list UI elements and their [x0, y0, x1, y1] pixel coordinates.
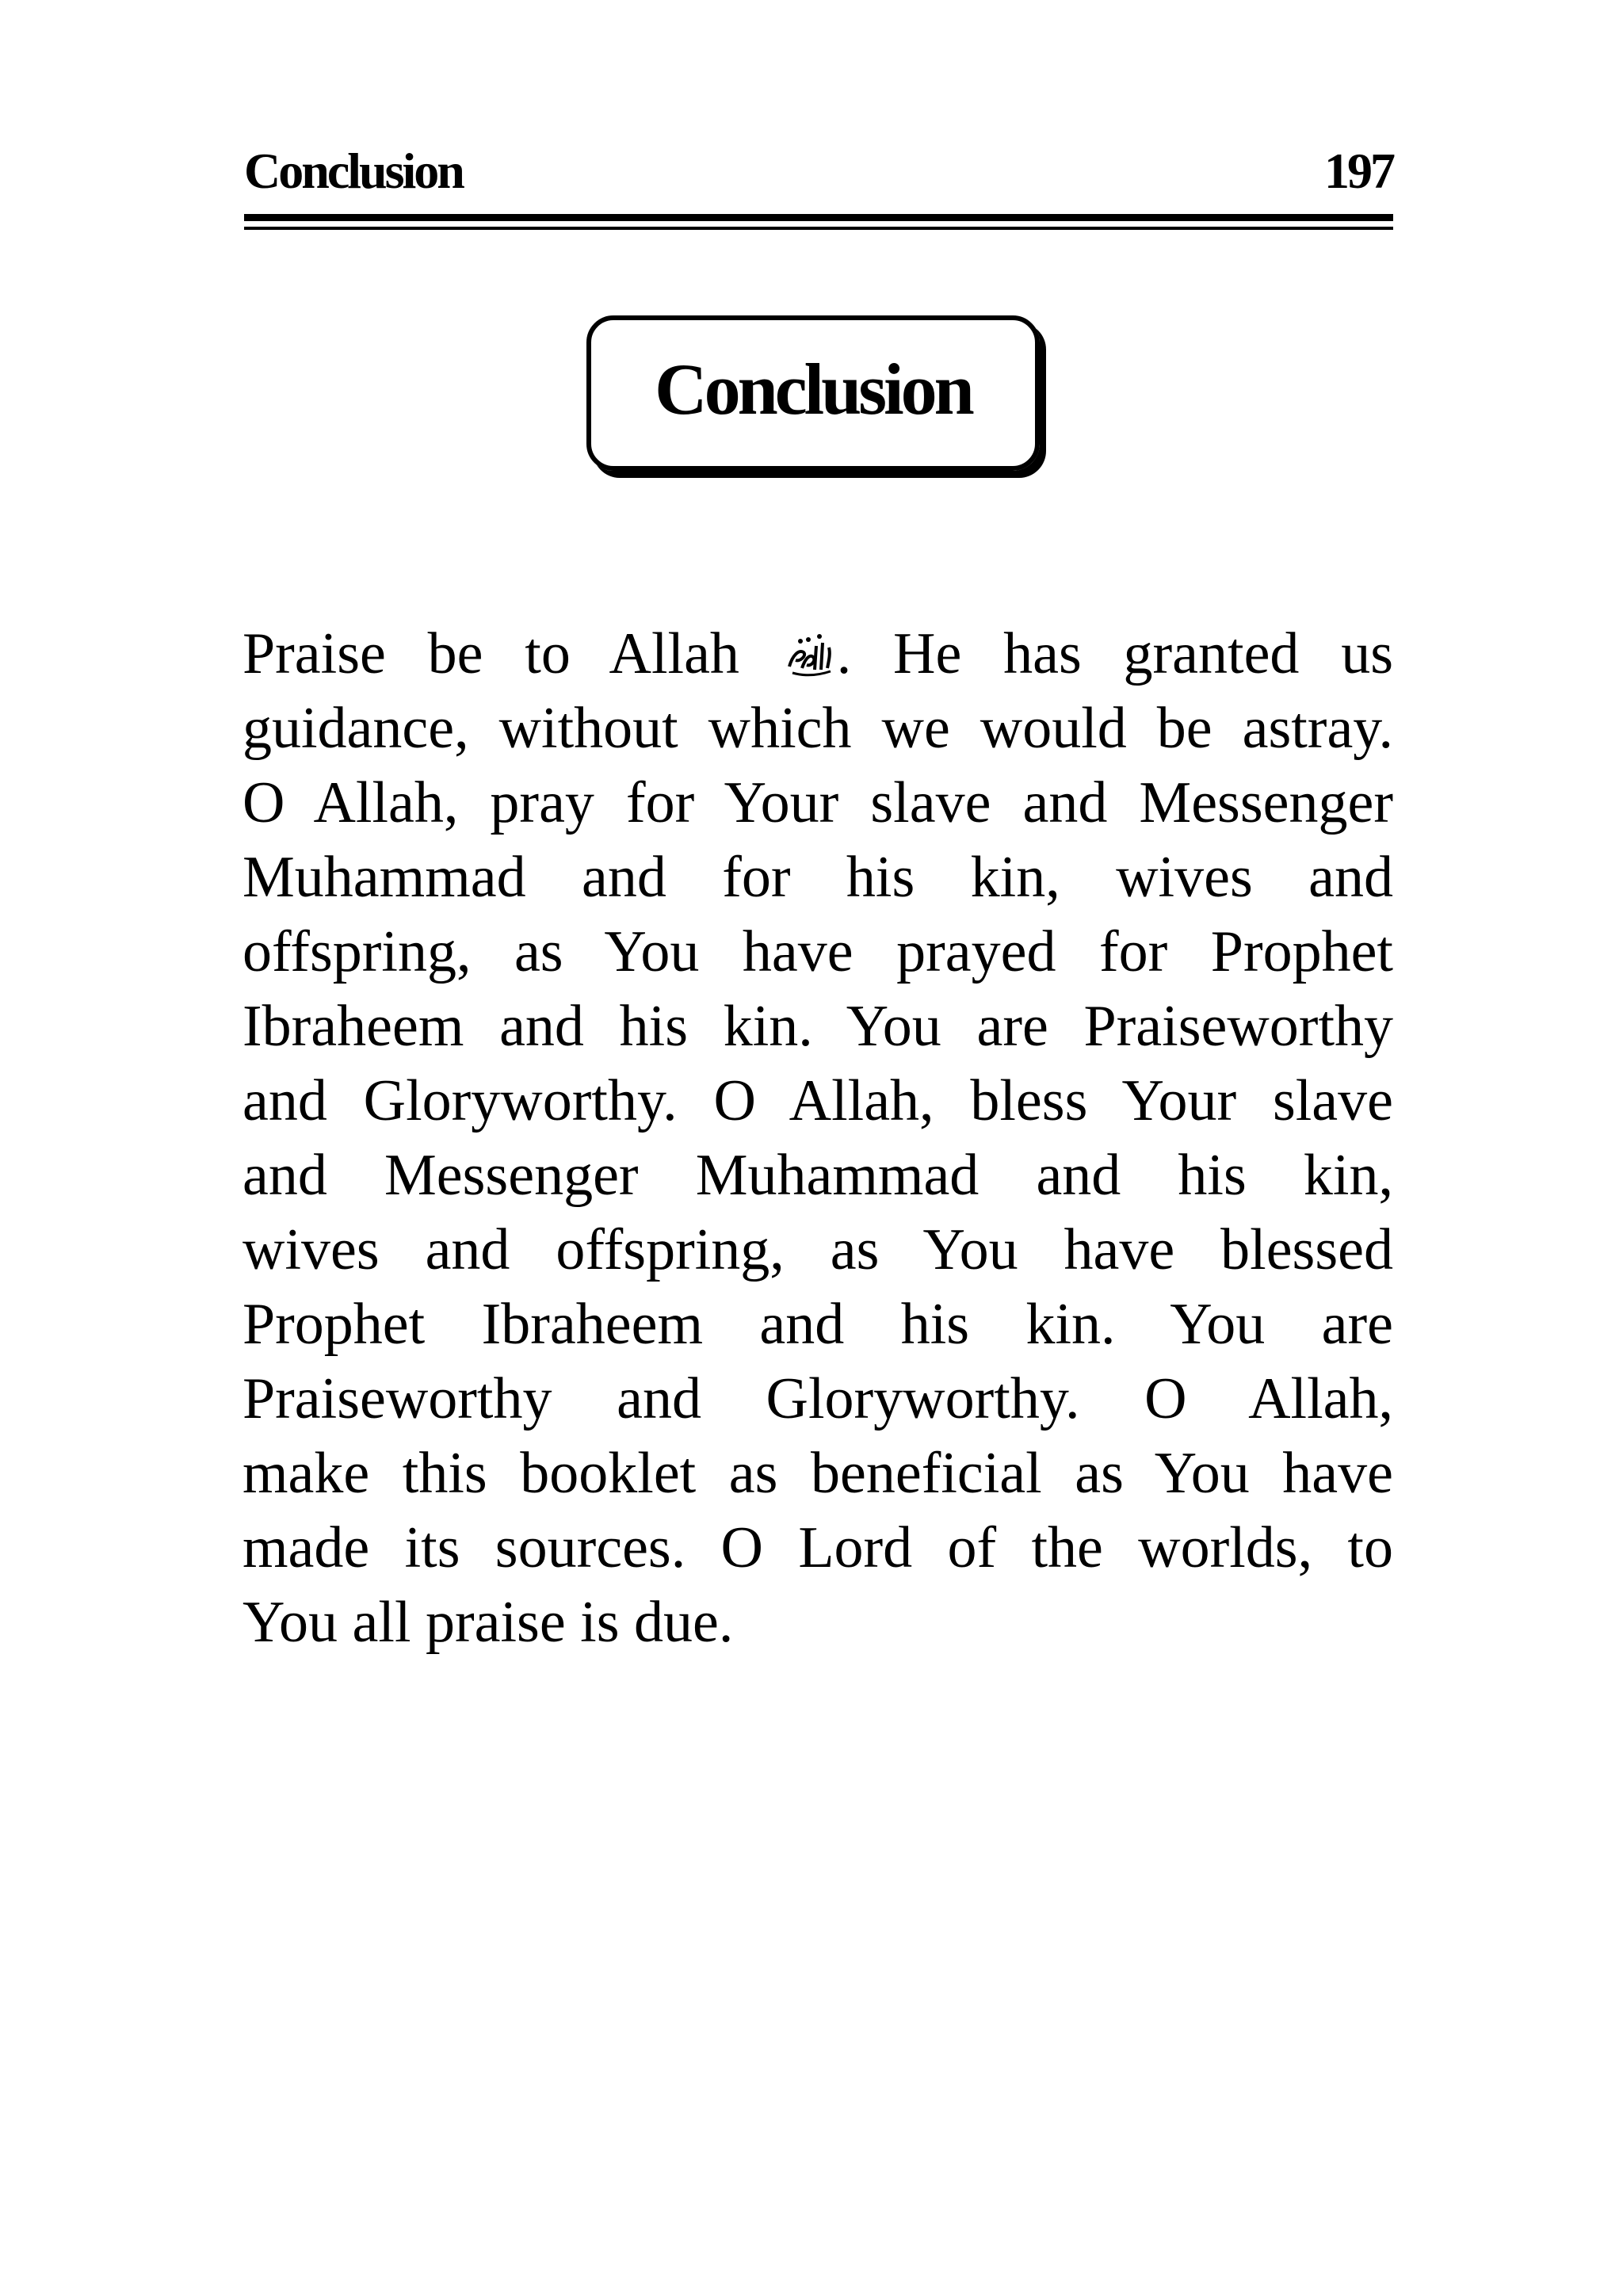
body-paragraph — [242, 617, 1393, 1660]
body-line: and Messenger Muhammad and his kin, — [242, 1143, 1393, 1208]
body-line: Muhammad and for his kin, wives and — [242, 845, 1393, 910]
body-line: Prophet Ibraheem and his kin. You are — [242, 1292, 1393, 1357]
body-line: Praiseworthy and Gloryworthy. O Allah, — [242, 1366, 1393, 1431]
body-line: O Allah, pray for Your slave and Messenger — [242, 770, 1393, 835]
arabic-honorific-icon — [785, 632, 834, 678]
running-head — [244, 144, 1393, 208]
chapter-title-box — [586, 315, 1040, 471]
body-line: make this booklet as beneficial as You have — [242, 1441, 1393, 1506]
body-line-1-start: Praise be to Allah — [242, 621, 739, 686]
body-line: wives and offspring, as You have blessed — [242, 1217, 1393, 1282]
body-line-1 — [242, 617, 1393, 691]
page-number: 197 — [1324, 143, 1393, 199]
body-line: Ibraheem and his kin. You are Praiseworthy — [242, 994, 1393, 1059]
header-rule-thick — [244, 214, 1393, 221]
chapter-title: Conclusion — [655, 349, 972, 430]
header-rule-thin — [244, 227, 1393, 230]
body-line: made its sources. O Lord of the worlds, to — [242, 1515, 1393, 1580]
running-head-title: Conclusion — [244, 143, 463, 199]
body-line: offspring, as You have prayed for Prophet — [242, 919, 1393, 984]
body-line: and Gloryworthy. O Allah, bless Your slave — [242, 1068, 1393, 1133]
body-line-last: You all praise is due. — [242, 1590, 734, 1655]
body-line: guidance, without which we would be astray. — [242, 696, 1393, 761]
body-line-1-end: . He has granted us — [836, 621, 1393, 686]
